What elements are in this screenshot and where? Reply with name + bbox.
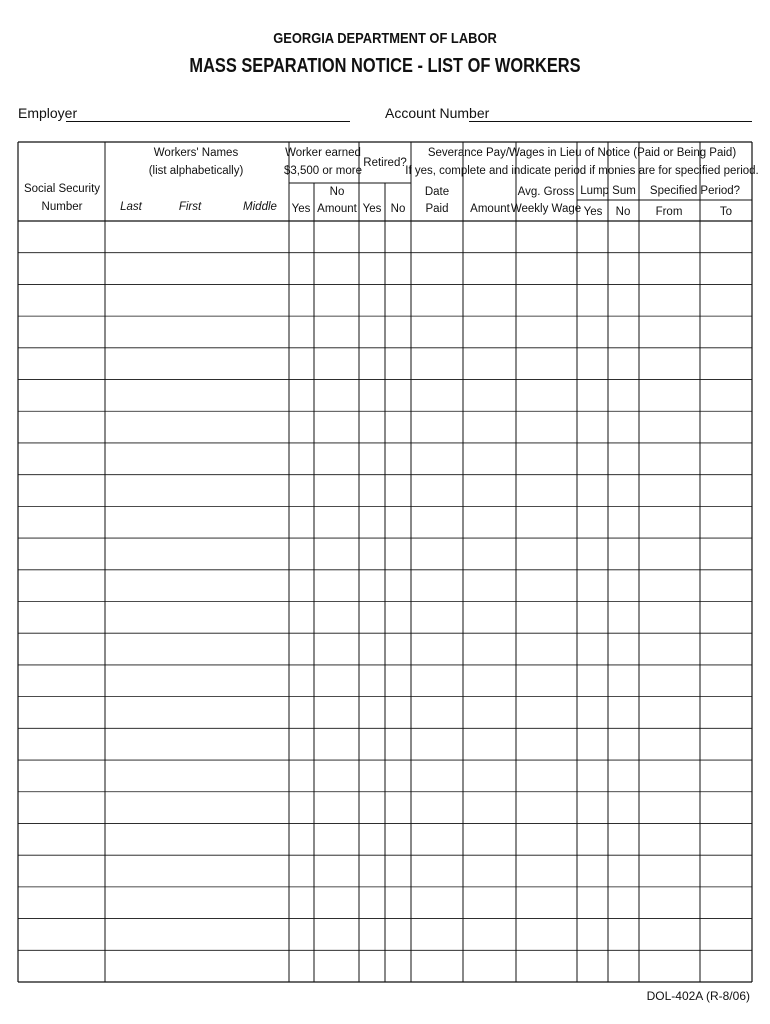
severance-header: Severance Pay/Wages in Lieu of Notice (Paid or Being Paid) (427, 147, 737, 159)
table-row[interactable] (18, 570, 752, 602)
names-group-header: Workers' Names (153, 147, 239, 159)
avg-gross-header: Avg. Gross (517, 186, 575, 198)
table-row[interactable] (18, 919, 752, 951)
retired-header: Retired? (363, 157, 407, 169)
table-row[interactable] (18, 950, 752, 982)
specified-period-header: Specified Period? (649, 185, 741, 197)
date-paid-header: Paid (425, 203, 449, 215)
table-row[interactable] (18, 728, 752, 760)
ssn-header: Social Security (23, 183, 101, 195)
earned-yes-header: Yes (291, 203, 311, 215)
table-row[interactable] (18, 792, 752, 824)
account-number-label: Account Number (385, 105, 490, 121)
table-row[interactable] (18, 633, 752, 665)
table-row[interactable] (18, 221, 752, 253)
table-row[interactable] (18, 823, 752, 855)
table-row[interactable] (18, 538, 752, 570)
table-row[interactable] (18, 253, 752, 285)
table-row[interactable] (18, 602, 752, 634)
date-paid-header: Date (424, 186, 450, 198)
ssn-header: Number (41, 201, 83, 213)
retired-no-header: No (390, 203, 406, 215)
avg-gross-header: Weekly Wage (510, 203, 582, 215)
lump-no-header: No (615, 206, 631, 218)
lump-yes-header: Yes (583, 206, 603, 218)
retired-yes-header: Yes (362, 203, 382, 215)
table-row[interactable] (18, 475, 752, 507)
amount-header: Amount (470, 203, 510, 215)
from-header: From (655, 206, 683, 218)
table-row[interactable] (18, 316, 752, 348)
to-header: To (719, 206, 733, 218)
lump-sum-header: Lump Sum (580, 185, 636, 197)
first-name-header: First (178, 201, 202, 213)
employer-label: Employer (18, 105, 78, 121)
table-row[interactable] (18, 760, 752, 792)
table-row[interactable] (18, 348, 752, 380)
table-row[interactable] (18, 855, 752, 887)
names-group-header: (list alphabetically) (148, 165, 244, 177)
table-row[interactable] (18, 411, 752, 443)
form-title: MASS SEPARATION NOTICE - LIST OF WORKERS (189, 55, 581, 77)
table-row[interactable] (18, 665, 752, 697)
table-row[interactable] (18, 506, 752, 538)
table-row[interactable] (18, 443, 752, 475)
form-id: DOL-402A (R-8/06) (646, 989, 750, 1003)
last-name-header: Last (120, 201, 142, 213)
severance-subheader: If yes, complete and indicate period if monies are for specified period. (405, 165, 759, 177)
table-row[interactable] (18, 887, 752, 919)
table-row[interactable] (18, 697, 752, 729)
earned-group-header: $3,500 or more (284, 165, 362, 177)
earned-group-header: Worker earned (285, 147, 361, 159)
agency-name: GEORGIA DEPARTMENT OF LABOR (273, 30, 497, 47)
earned-no-amount-header: Amount (317, 203, 357, 215)
middle-name-header: Middle (243, 201, 277, 213)
table-row[interactable] (18, 380, 752, 412)
earned-no-amount-header: No (329, 186, 345, 198)
table-row[interactable] (18, 284, 752, 316)
